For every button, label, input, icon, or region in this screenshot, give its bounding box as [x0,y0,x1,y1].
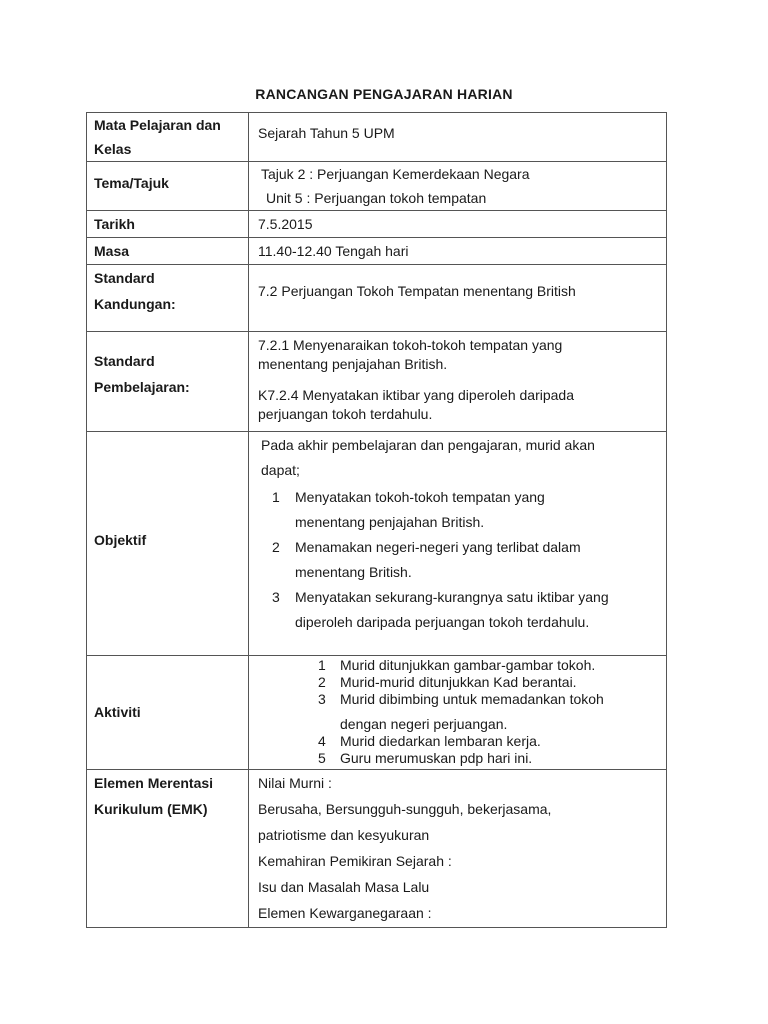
objective-item-line2: diperoleh daripada perjuangan tokoh terdahulu. [295,614,590,630]
activity-item [249,691,666,733]
content-standard-label-line2: Kandungan: [94,296,176,312]
row-time [87,238,667,265]
activity-item-line1: Murid-murid ditunjukkan Kad berantai. [340,674,577,690]
objective-item-line1: Menyatakan sekurang-kurangnya satu iktibar yang [295,589,609,605]
emk-label-line2: Kurikulum (EMK) [94,801,208,817]
row-content-standard [87,265,667,332]
row-theme [87,162,667,211]
emk-line: Isu dan Masalah Masa Lalu [258,879,430,895]
learning-standard-label-line1: Standard [94,353,155,369]
row-emk [87,770,667,928]
page-title: RANCANGAN PENGAJARAN HARIAN [255,86,513,102]
emk-label [87,770,249,928]
objective-item-number: 3 [272,589,280,605]
emk-label-line1: Elemen Merentasi [94,775,214,791]
objective-item-number: 1 [272,489,280,505]
objective-item-line1: Menyatakan tokoh-tokoh tempatan yang [295,489,545,505]
activity-item [249,657,666,674]
row-date [87,211,667,238]
learning-standard-label-line2: Pembelajaran: [94,379,190,395]
learning-standard-p2-line2: perjuangan tokoh terdahulu. [258,406,433,422]
activity-item-line2: dengan negeri perjuangan. [340,716,508,732]
objective-item [249,535,666,585]
learning-standard-value [249,332,667,432]
theme-label-text: Tema/Tajuk [94,175,169,191]
activity-item-number: 2 [318,674,326,690]
activity-item-number: 5 [318,750,326,766]
objective-intro-line1: Pada akhir pembelajaran dan pengajaran, murid akan [261,437,595,453]
activity-item [249,733,666,750]
row-objective [87,432,667,656]
objective-item [249,585,666,635]
theme-line1: Tajuk 2 : Perjuangan Kemerdekaan Negara [261,166,530,182]
date-label: Tarikh [87,211,249,238]
subject-value [249,113,667,162]
row-learning-standard [87,332,667,432]
activity-item-line1: Murid ditunjukkan gambar-gambar tokoh. [340,657,596,673]
content-standard-value [249,265,667,332]
emk-line: Berusaha, Bersungguh-sungguh, bekerjasama, [258,801,552,817]
activity-item [249,750,666,767]
activity-list [249,656,666,767]
learning-standard-p1-line2: menentang penjajahan British. [258,356,448,372]
activity-item-line1: Murid dibimbing untuk memadankan tokoh [340,691,604,707]
emk-line: Elemen Kewarganegaraan : [258,905,432,921]
objective-item-line2: menentang penjajahan British. [295,514,485,530]
activity-item [249,674,666,691]
content-standard-label [87,265,249,332]
objective-item [249,485,666,535]
content-standard-text: 7.2 Perjuangan Tokoh Tempatan menentang British [258,283,576,299]
objective-list [249,483,666,635]
date-value: 7.5.2015 [249,211,667,238]
activity-item-line1: Guru merumuskan pdp hari ini. [340,750,533,766]
subject-label [87,113,249,162]
theme-label [87,162,249,211]
subject-text: Sejarah Tahun 5 UPM [258,125,395,141]
activity-label [87,656,249,770]
objective-item-line2: menentang British. [295,564,412,580]
objective-item-number: 2 [272,539,280,555]
theme-line2: Unit 5 : Perjuangan tokoh tempatan [266,190,487,206]
activity-value [249,656,667,770]
emk-value [249,770,667,928]
time-label: Masa [87,238,249,265]
row-subject [87,113,667,162]
learning-standard-p1-line1: 7.2.1 Menyenaraikan tokoh-tokoh tempatan yang [258,337,563,353]
activity-label-text: Aktiviti [94,704,141,720]
lesson-plan-table [86,112,667,928]
learning-standard-label [87,332,249,432]
objective-label [87,432,249,656]
objective-item-line1: Menamakan negeri-negeri yang terlibat dalam [295,539,581,555]
objective-value [249,432,667,656]
emk-line: Kemahiran Pemikiran Sejarah : [258,853,452,869]
activity-item-number: 1 [318,657,326,673]
activity-item-line1: Murid diedarkan lembaran kerja. [340,733,541,749]
subject-label-line1: Mata Pelajaran dan [94,117,221,133]
emk-line: patriotisme dan kesyukuran [258,827,430,843]
emk-line: Nilai Murni : [258,775,332,791]
learning-standard-p2-line1: K7.2.4 Menyatakan iktibar yang diperoleh daripada [258,387,574,403]
subject-label-line2: Kelas [94,141,132,157]
time-value: 11.40-12.40 Tengah hari [249,238,667,265]
row-activity [87,656,667,770]
activity-item-number: 4 [318,733,326,749]
objective-label-text: Objektif [94,532,147,548]
objective-intro-line2: dapat; [261,462,300,478]
activity-item-number: 3 [318,691,326,707]
theme-value [249,162,667,211]
content-standard-label-line1: Standard [94,270,155,286]
